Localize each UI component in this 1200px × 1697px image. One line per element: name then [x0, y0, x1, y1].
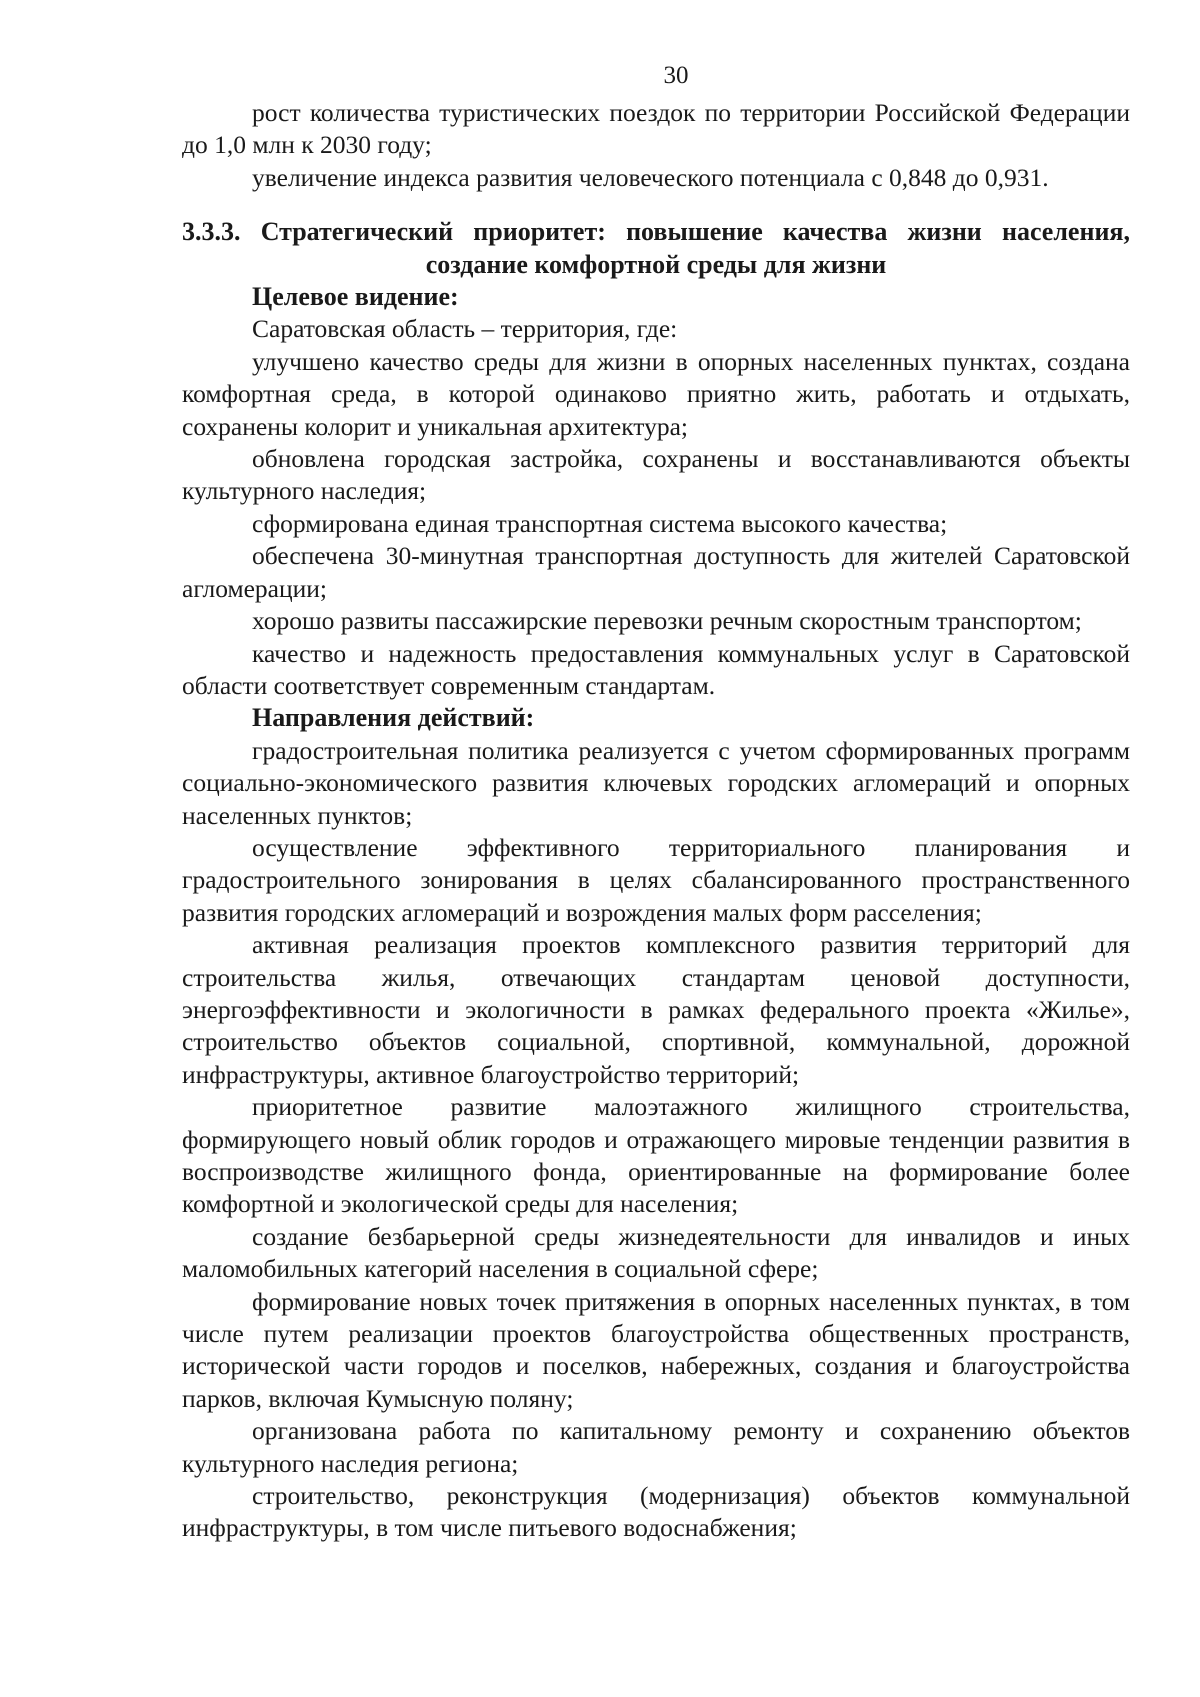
action-item: создание безбарьерной среды жизнедеятельности для инвалидов и иных маломобильных категорий населения в социальной сфере; [182, 1221, 1130, 1284]
vision-intro: Саратовская область – территория, где: [252, 314, 678, 344]
action-item: осуществление эффективного территориального планирования и градостроительного зонирования в целях сбалансированного пространственного развития городских агломераций и возрождения малых форм расселения; [182, 832, 1130, 927]
intro-paragraph: увеличение индекса развития человеческого потенциала с 0,848 до 0,931. [252, 162, 1049, 192]
action-item: строительство, реконструкция (модернизация) объектов коммунальной инфраструктуры, в том числе питьевого водоснабжения; [182, 1481, 1130, 1543]
action-item: приоритетное развитие малоэтажного жилищного строительства, формирующего новый облик городов и отражающего мировые тенденции развития в воспроизводстве жилищного фонда, ориентированные на формирование более комфортной и экологической среды для населения; [182, 1092, 1130, 1219]
section-heading [182, 216, 1130, 281]
vision-item: обновлена городская застройка, сохранены и восстанавливаются объекты культурного наследия; [182, 444, 1130, 506]
page-number: 30 [663, 62, 689, 89]
vision-item: обеспечена 30-минутная транспортная доступность для жителей Саратовской агломерации; [182, 541, 1130, 603]
vision-item: сформирована единая транспортная система высокого качества; [252, 508, 948, 538]
vision-item: хорошо развиты пассажирские перевозки речным скоростным транспортом; [252, 606, 1082, 636]
actions-title: Направления действий: [252, 703, 535, 733]
vision-title: Целевое видение: [252, 282, 459, 312]
action-item: градостроительная политика реализуется с учетом сформированных программ социально-экономического развития ключевых городских агломераций и опорных населенных пунктов; [182, 735, 1130, 830]
page-content [182, 97, 1130, 1545]
action-item: организована работа по капитальному ремонту и сохранению объектов культурного наследия региона; [182, 1416, 1130, 1478]
action-item: формирование новых точек притяжения в опорных населенных пунктах, в том числе путем реализации проектов благоустройства общественных пространств, исторической части городов и поселков, набережных, создания и благоустройства парков, включая Кумысную поляну; [182, 1286, 1130, 1413]
vision-item: улучшено качество среды для жизни в опорных населенных пунктах, создана комфортная среда, в которой одинаково приятно жить, работать и отдыхать, сохранены колорит и уникальная архитектура; [182, 346, 1130, 441]
section-heading-line: 3.3.3. Стратегический приоритет: повышение качества жизни населения, [182, 217, 1130, 247]
action-item: активная реализация проектов комплексного развития территорий для строительства жилья, отвечающих стандартам ценовой доступности, энергоэффективности и экологичности в рамках федерального проекта «Жилье», строительство объектов социальной, спортивной, коммунальной, дорожной инфраструктуры, активное благоустройство территорий; [182, 930, 1130, 1089]
vision-item: качество и надежность предоставления коммунальных услуг в Саратовской области соответствует современным стандартам. [182, 638, 1130, 700]
section-heading-line: создание комфортной среды для жизни [425, 249, 887, 279]
intro-paragraph: рост количества туристических поездок по территории Российской Федерации до 1,0 млн к 2030 году; [182, 98, 1130, 160]
